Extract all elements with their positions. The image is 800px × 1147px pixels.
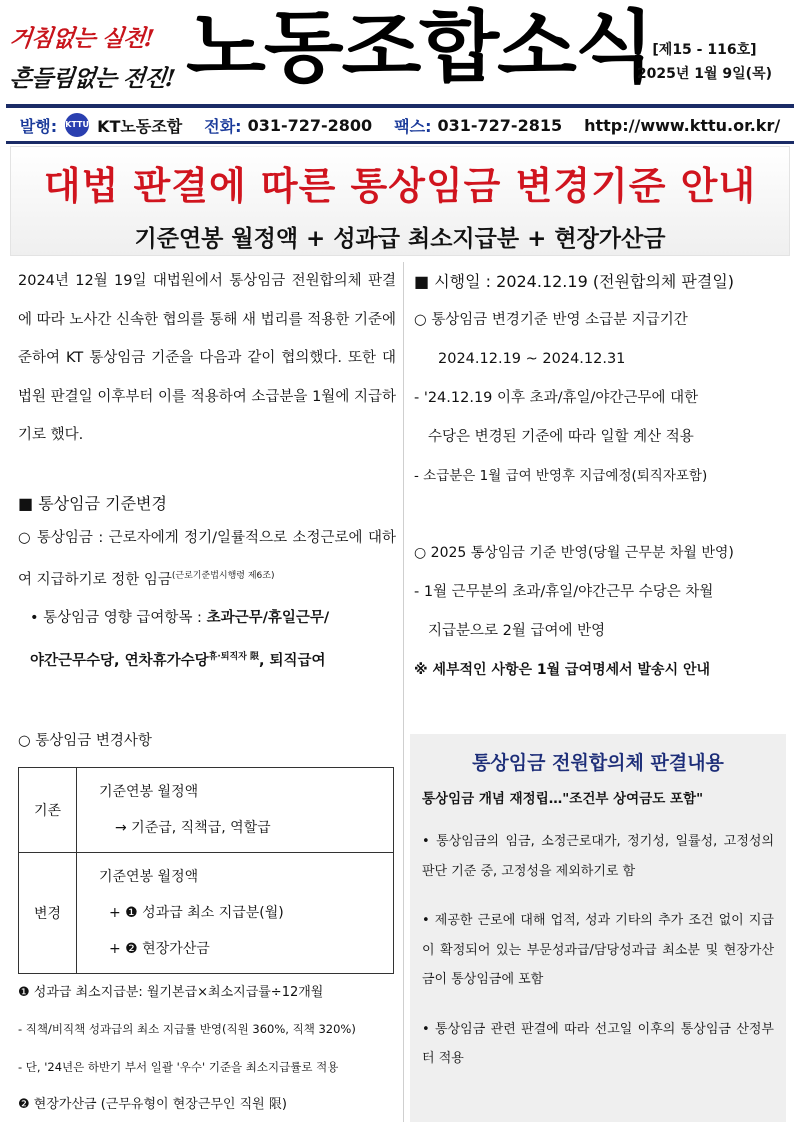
phone-number: 031-727-2800 xyxy=(247,115,373,135)
affected-items-part1: 초과근무/휴일근무/ xyxy=(206,610,330,627)
payslip-notice: ※ 세부적인 사항은 1월 급여명세서 발송시 안내 xyxy=(414,662,711,678)
row-value-before xyxy=(77,767,394,852)
affected-items-part2: 야간근무수당, 연차휴가수당 xyxy=(30,652,209,669)
ruling-point-1: • 통상임금의 임금, 소정근로대가, 정기성, 일률성, 고정성의 판단 기준 중, 고정성을 제외하기로 함 xyxy=(422,834,774,879)
before-line-2: → 기준급, 직책급, 역할급 xyxy=(115,819,271,836)
header-rule-bottom xyxy=(6,141,794,144)
after-line-2: + ❶ 성과급 최소 지급분(월) xyxy=(109,904,284,921)
ruling-summary-box xyxy=(410,734,786,1122)
retro-note-3: - 소급분은 1월 급여 반영후 지급예정(퇴직자포함) xyxy=(414,468,708,484)
note-min-rate: - 직책/비직책 성과급의 최소 지급률 반영(직원 360%, 직책 320%) xyxy=(18,1022,356,1037)
retro-note-2: 수당은 변경된 기준에 따라 일할 계산 적용 xyxy=(428,429,694,445)
newsletter-title: 노동조합소식 xyxy=(186,3,653,93)
article-subtitle: 기준연봉 월정액 + 성과급 최소지급분 + 현장가산금 xyxy=(134,226,666,252)
standard-2025-note-2: 지급분으로 2월 급여에 반영 xyxy=(428,623,606,639)
issue-info xyxy=(637,38,772,86)
slogan-practice: 거침없는 실천! xyxy=(8,25,155,52)
section-standard-change-heading: ■ 통상임금 기준변경 xyxy=(18,493,167,513)
after-line-1: 기준연봉 월정액 xyxy=(99,868,199,885)
issue-date: 2025년 1월 9일(목) xyxy=(636,66,772,82)
after-line-3: + ❷ 현장가산금 xyxy=(109,940,210,957)
header-rule-top xyxy=(6,104,794,108)
standard-2025-heading: ○ 2025 통상임금 기준 반영(당월 근무분 차월 반영) xyxy=(414,545,734,561)
publisher-name: KT노동조합 xyxy=(97,116,183,136)
row-label-after: 변경 xyxy=(19,852,77,973)
row-label-before: 기존 xyxy=(19,767,77,852)
intro-paragraph: 2024년 12월 19일 대법원에서 통상임금 전원합의체 판결에 따라 노사간 신속한 협의를 통해 새 법리를 적용한 기준에 준하여 KT 통상임금 기준을 다음과 같이 협의했다. 또한 대법원 판결일 이후부터 이를 적용하여 소급분을 1월에 지급하기로 했다. xyxy=(18,273,396,443)
definition-text: ○ 통상임금 : 근로자에게 정기/일률적으로 소정근로에 대하여 지급하기로 정한 임금 xyxy=(18,529,396,588)
note-2024-criteria: - 단, '24년은 하반기 부서 일괄 '우수' 기준을 최소지급률로 적용 xyxy=(18,1059,339,1074)
definition-reference: (근로기준법시행령 제6조) xyxy=(171,571,275,581)
effective-date-heading: ■ 시행일 : 2024.12.19 (전원합의체 판결일) xyxy=(414,272,735,291)
before-line-1: 기준연봉 월정액 xyxy=(99,783,199,800)
publisher-label: 발행: xyxy=(19,116,58,136)
retro-note-1: - '24.12.19 이후 초과/휴일/야간근무에 대한 xyxy=(414,390,699,406)
left-column xyxy=(18,262,396,1124)
article-title: 대법 판결에 따른 통상임금 변경기준 안내 xyxy=(43,164,757,208)
contact-bar xyxy=(0,110,800,140)
union-logo-icon: KTTU xyxy=(65,113,89,137)
affected-items xyxy=(18,599,396,680)
column-divider xyxy=(403,262,404,1122)
fax-number: 031-727-2815 xyxy=(437,115,563,135)
ordinary-wage-definition xyxy=(18,519,396,600)
website-link[interactable]: http://www.kttu.or.kr/ xyxy=(584,115,781,135)
phone-label: 전화: xyxy=(204,116,242,136)
comparison-table xyxy=(18,767,394,974)
ruling-point-2: • 제공한 근로에 대해 업적, 성과 기타의 추가 조건 없이 지급이 확정되어 있는 부문성과급/담당성과급 최소분 및 현장가산금이 통상임금에 포함 xyxy=(422,913,774,987)
ruling-title: 통상임금 전원합의체 판결내용 xyxy=(472,752,724,774)
right-column xyxy=(414,262,786,690)
fax-label: 팩스: xyxy=(394,116,432,136)
slogan-advance: 흔들림없는 전진! xyxy=(8,65,176,92)
table-row xyxy=(19,767,394,852)
masthead xyxy=(0,0,800,108)
title-band xyxy=(10,146,790,256)
spacer xyxy=(414,496,786,534)
retro-period-range: 2024.12.19 ~ 2024.12.31 xyxy=(438,351,626,367)
affected-items-note: 휴·퇴직자 限 xyxy=(208,651,259,662)
affected-items-prefix: • 통상임금 영향 급여항목 : xyxy=(30,610,202,627)
ruling-subtitle: 통상임금 개념 재정립…"조건부 상여금도 포함" xyxy=(422,791,704,807)
issue-number: [제15 - 116호] xyxy=(652,42,757,58)
section-changes-heading: ○ 통상임금 변경사항 xyxy=(18,733,152,750)
affected-items-part3: , 퇴직급여 xyxy=(258,652,326,669)
note-performance-bonus: ❶ 성과급 최소지급분: 월기본급×최소지급률÷12개월 xyxy=(18,984,324,1000)
table-row xyxy=(19,852,394,973)
ruling-point-3: • 통상임금 관련 판결에 따라 선고일 이후의 통상임금 산정부터 적용 xyxy=(422,1021,774,1066)
note-field-allowance: ❷ 현장가산금 (근무유형이 현장근무인 직원 限) xyxy=(18,1097,287,1113)
standard-2025-note-1: - 1월 근무분의 초과/휴일/야간근무 수당은 차월 xyxy=(414,584,714,600)
row-value-after xyxy=(77,852,394,973)
retro-period-heading: ○ 통상임금 변경기준 반영 소급분 지급기간 xyxy=(414,312,688,328)
